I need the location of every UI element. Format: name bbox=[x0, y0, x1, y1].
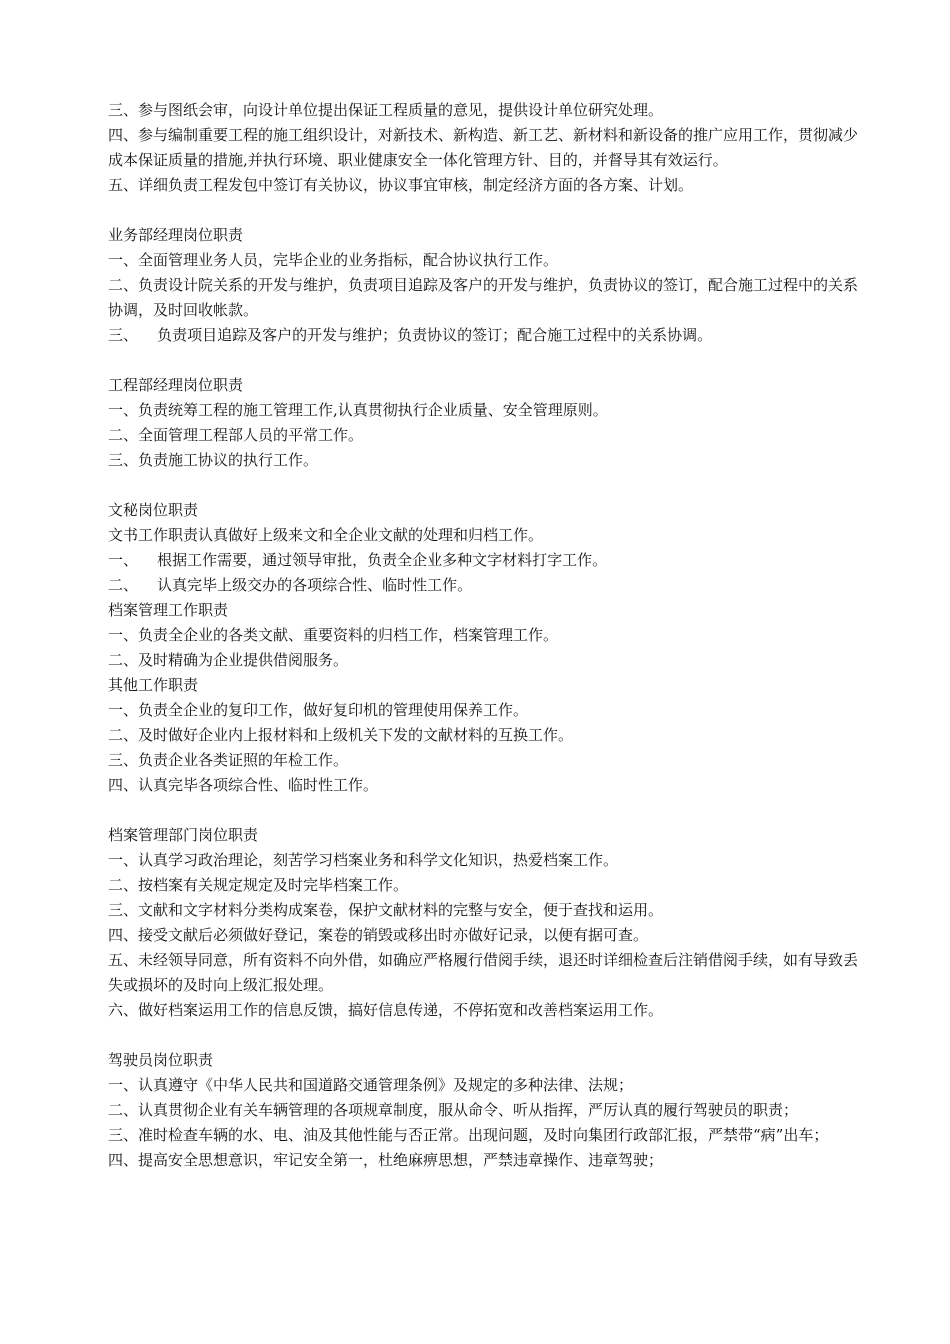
spacer bbox=[108, 473, 860, 498]
other-work-item-4: 四、认真完毕各项综合性、临时性工作。 bbox=[108, 776, 379, 794]
archive-work-item-2: 二、及时精确为企业提供借阅服务。 bbox=[108, 651, 349, 669]
subsection-title-other-work: 其他工作职责 bbox=[108, 676, 199, 694]
driver-item-2: 二、认真贯彻企业有关车辆管理的各项规章制度，服从命令、听从指挥，严厉认真的履行驾驶员的职责； bbox=[108, 1101, 799, 1119]
section-driver bbox=[108, 1048, 860, 1173]
secretary-item-1: 一、 根据工作需要，通过领导审批，负责全企业多种文字材料打字工作。 bbox=[108, 551, 608, 569]
archive-work-item-1: 一、负责全企业的各类文献、重要资料的归档工作，档案管理工作。 bbox=[108, 626, 559, 644]
archive-dept-item-4: 四、接受文献后必须做好登记，案卷的销毁或移出时亦做好记录，以便有据可查。 bbox=[108, 926, 649, 944]
section-title-business-manager: 业务部经理岗位职责 bbox=[108, 226, 244, 244]
archive-dept-item-5: 五、未经领导同意，所有资料不向外借，如确应严格履行借阅手续，退还时详细检查后注销借阅手续，如有导致丢失或损坏的及时向上级汇报处理。 bbox=[108, 951, 859, 994]
intro-item-3: 三、参与图纸会审，向设计单位提出保证工程质量的意见，提供设计单位研究处理。 bbox=[108, 101, 664, 119]
document-page bbox=[108, 98, 860, 1173]
other-work-item-3: 三、负责企业各类证照的年检工作。 bbox=[108, 751, 349, 769]
driver-item-3: 三、准时检查车辆的水、电、油及其他性能与否正常。出现问题，及时向集团行政部汇报，严禁带“病”出车； bbox=[108, 1126, 829, 1144]
intro-item-4: 四、参与编制重要工程的施工组织设计，对新技术、新构造、新工艺、新材料和新设备的推广应用工作，贯彻减少成本保证质量的措施,并执行环境、职业健康安全一体化管理方针、目的，并督导其有效运行。 bbox=[108, 126, 859, 169]
secretary-intro: 文书工作职责认真做好上级来文和全企业文献的处理和归档工作。 bbox=[108, 526, 544, 544]
driver-item-1: 一、认真遵守《中华人民共和国道路交通管理条例》及规定的多种法律、法规； bbox=[108, 1076, 634, 1094]
secretary-item-2: 二、 认真完毕上级交办的各项综合性、临时性工作。 bbox=[108, 576, 473, 594]
spacer bbox=[108, 1023, 860, 1048]
other-work-item-1: 一、负责全企业的复印工作，做好复印机的管理使用保养工作。 bbox=[108, 701, 529, 719]
section-intro bbox=[108, 98, 860, 198]
spacer bbox=[108, 798, 860, 823]
section-title-archive-department: 档案管理部门岗位职责 bbox=[108, 826, 259, 844]
business-item-2: 二、负责设计院关系的开发与维护，负责项目追踪及客户的开发与维护，负责协议的签订，配合施工过程中的关系协调，及时回收帐款。 bbox=[108, 276, 859, 319]
archive-dept-item-3: 三、文献和文字材料分类构成案卷，保护文献材料的完整与安全，便于查找和运用。 bbox=[108, 901, 664, 919]
engineering-item-3: 三、负责施工协议的执行工作。 bbox=[108, 451, 319, 469]
subsection-title-archive-work: 档案管理工作职责 bbox=[108, 601, 229, 619]
section-secretary bbox=[108, 498, 860, 798]
section-engineering-manager bbox=[108, 373, 860, 473]
engineering-item-1: 一、负责统筹工程的施工管理工作,认真贯彻执行企业质量、安全管理原则。 bbox=[108, 401, 608, 419]
section-title-driver: 驾驶员岗位职责 bbox=[108, 1051, 214, 1069]
other-work-item-2: 二、及时做好企业内上报材料和上级机关下发的文献材料的互换工作。 bbox=[108, 726, 574, 744]
archive-dept-item-2: 二、按档案有关规定规定及时完毕档案工作。 bbox=[108, 876, 409, 894]
spacer bbox=[108, 348, 860, 373]
spacer bbox=[108, 198, 860, 223]
intro-item-5: 五、详细负责工程发包中签订有关协议，协议事宜审核，制定经济方面的各方案、计划。 bbox=[108, 176, 694, 194]
business-item-1: 一、全面管理业务人员，完毕企业的业务指标，配合协议执行工作。 bbox=[108, 251, 559, 269]
section-business-manager bbox=[108, 223, 860, 348]
section-archive-department bbox=[108, 823, 860, 1023]
driver-item-4: 四、提高安全思想意识，牢记安全第一，杜绝麻痹思想，严禁违章操作、违章驾驶； bbox=[108, 1151, 664, 1169]
business-item-3: 三、 负责项目追踪及客户的开发与维护；负责协议的签订；配合施工过程中的关系协调。 bbox=[108, 326, 713, 344]
archive-dept-item-6: 六、做好档案运用工作的信息反馈，搞好信息传递，不停拓宽和改善档案运用工作。 bbox=[108, 1001, 664, 1019]
archive-dept-item-1: 一、认真学习政治理论，刻苦学习档案业务和科学文化知识，热爱档案工作。 bbox=[108, 851, 619, 869]
section-title-engineering-manager: 工程部经理岗位职责 bbox=[108, 376, 244, 394]
section-title-secretary: 文秘岗位职责 bbox=[108, 501, 199, 519]
engineering-item-2: 二、全面管理工程部人员的平常工作。 bbox=[108, 426, 364, 444]
